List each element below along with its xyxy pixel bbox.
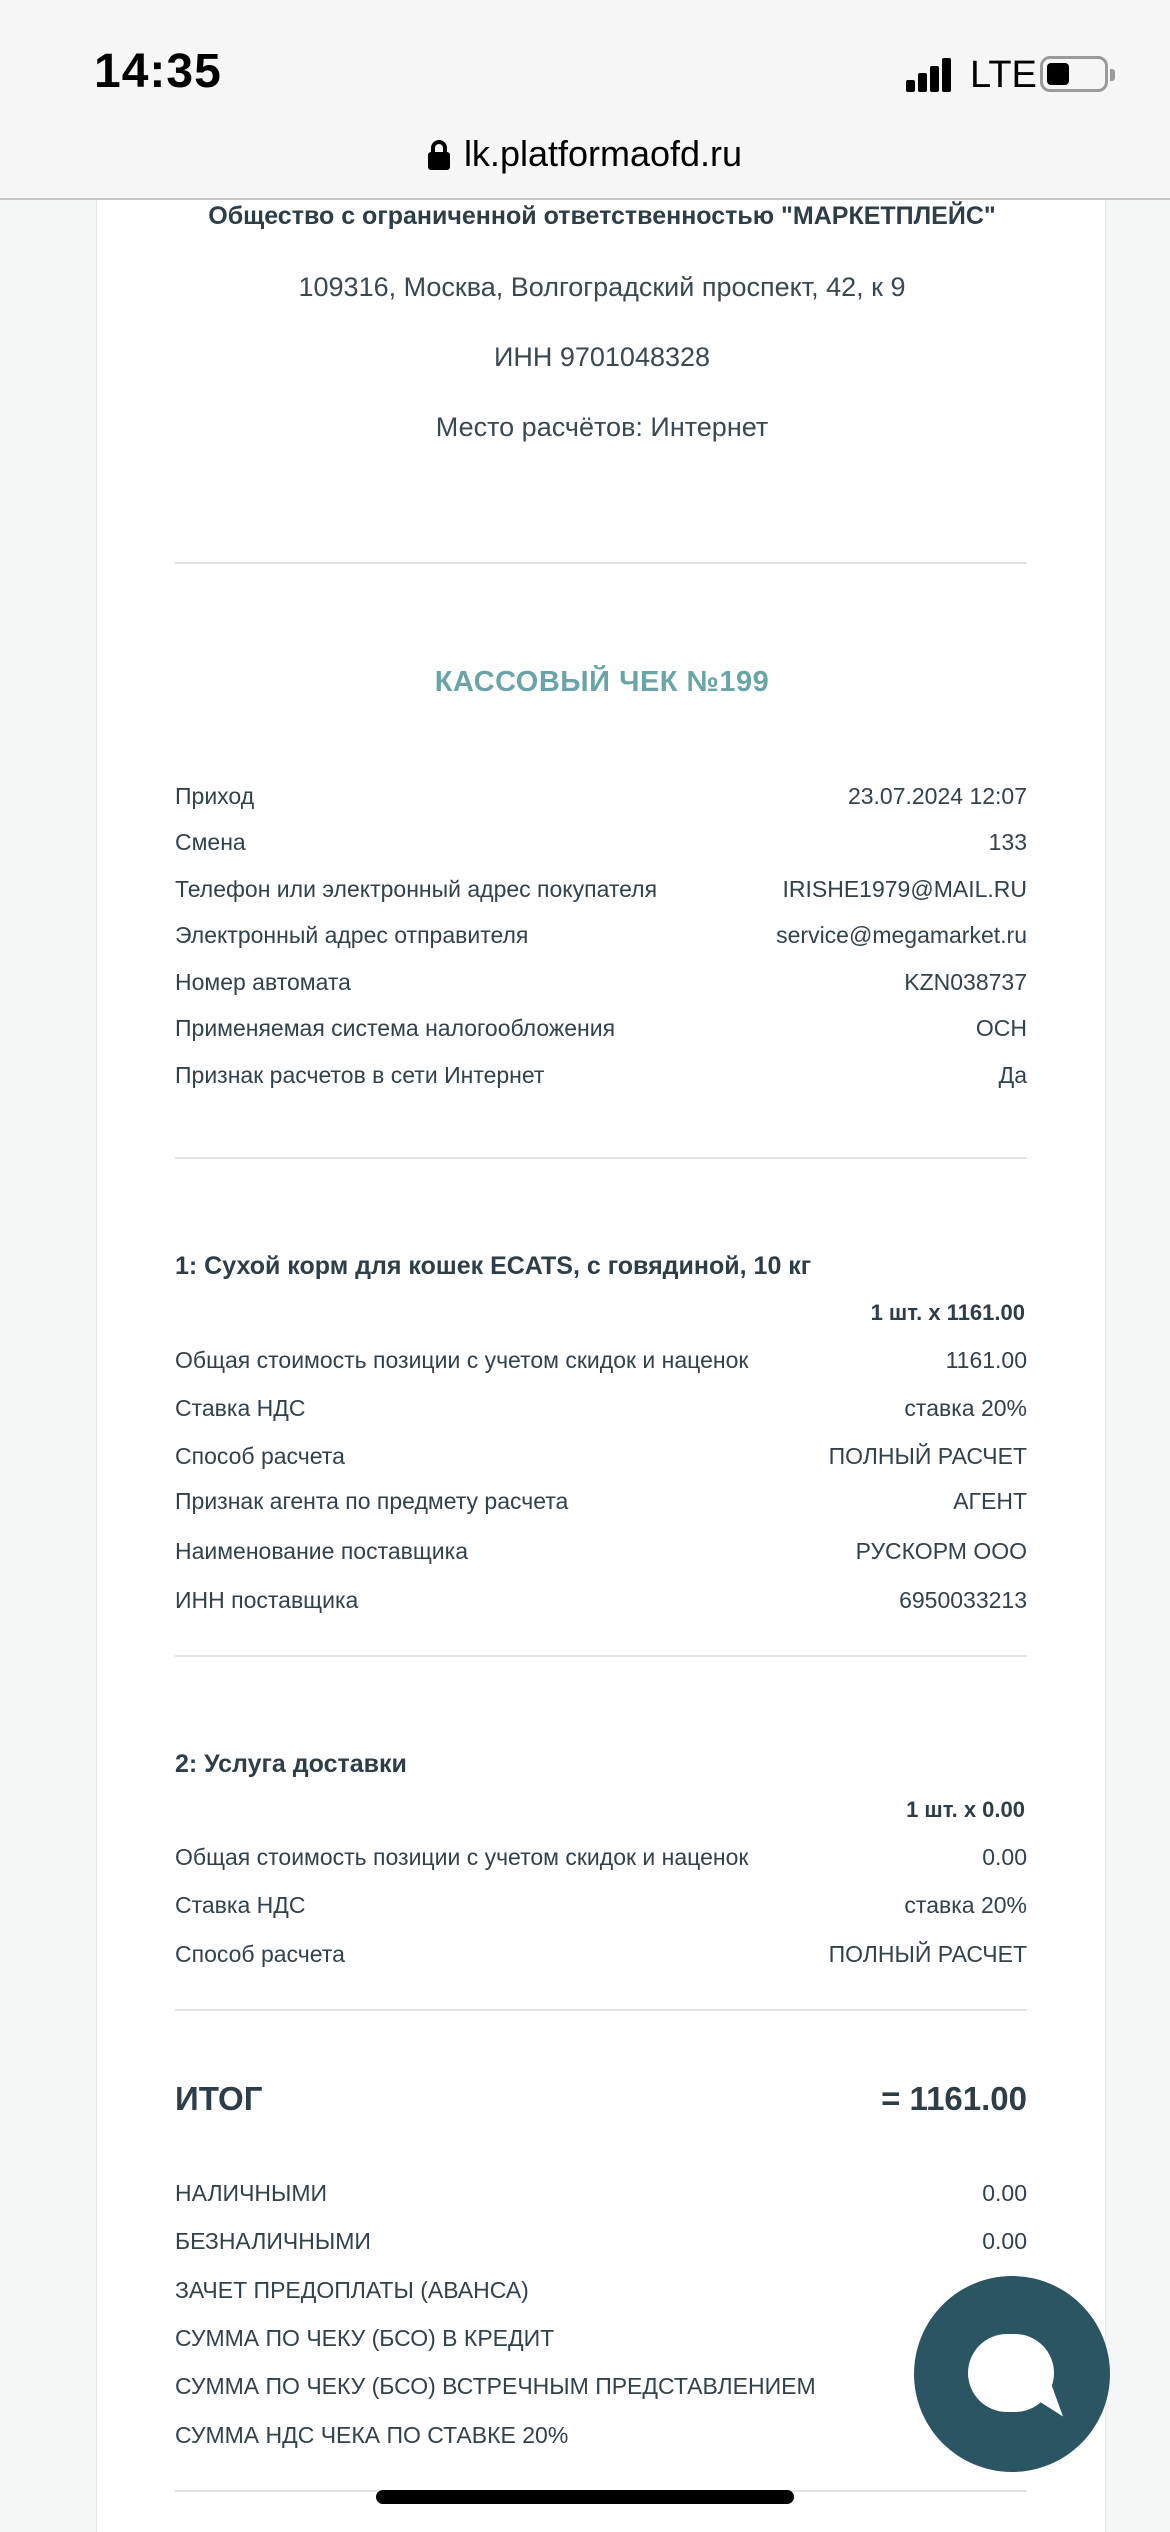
receipt-title: КАССОВЫЙ ЧЕК №199 <box>434 666 770 698</box>
item-value: ПОЛНЫЙ РАСЧЕТ <box>828 1442 1027 1469</box>
item-value: ПОЛНЫЙ РАСЧЕТ <box>828 1940 1027 1967</box>
payment-row <box>175 2368 1027 2404</box>
info-label: Применяемая система налогообложения <box>175 1014 616 1041</box>
info-label: Номер автомата <box>175 968 351 995</box>
status-time: 14:35 <box>94 45 222 98</box>
item-qty: 1 шт. x 1161.00 <box>870 1300 1025 1325</box>
info-row <box>175 871 1027 907</box>
item-label: Ставка НДС <box>175 1891 306 1918</box>
address-bar[interactable] <box>0 110 1170 200</box>
info-value: ОСН <box>975 1014 1027 1041</box>
divider <box>175 1157 1027 1159</box>
item-row <box>175 1936 1027 1972</box>
item-value: 1161.00 <box>945 1346 1027 1373</box>
item-label: Способ расчета <box>175 1940 345 1967</box>
item-title: 2: Услуга доставки <box>175 1750 407 1778</box>
item-value: АГЕНТ <box>953 1487 1027 1514</box>
info-value: 133 <box>988 828 1027 855</box>
item-label: Общая стоимость позиции с учетом скидок и наценок <box>175 1843 749 1870</box>
info-value[interactable]: service@megamarket.ru <box>776 921 1027 948</box>
item-title: 1: Сухой корм для кошек ECATS, с говядиной, 10 кг <box>175 1252 812 1280</box>
info-value: 23.07.2024 12:07 <box>847 782 1027 809</box>
payment-label: ЗАЧЕТ ПРЕДОПЛАТЫ (АВАНСА) <box>175 2276 529 2303</box>
item-value: 0.00 <box>982 1843 1027 1870</box>
home-indicator[interactable] <box>376 2490 794 2504</box>
payment-row <box>175 2320 1027 2356</box>
item-label: Ставка НДС <box>175 1394 306 1421</box>
item-label: Способ расчета <box>175 1442 345 1469</box>
signal-icon <box>906 58 952 92</box>
divider <box>175 2009 1027 2011</box>
info-value: KZN038737 <box>904 968 1027 995</box>
item-row <box>175 1839 1027 1875</box>
item-value: РУСКОРМ ООО <box>855 1537 1027 1564</box>
item-value: 6950033213 <box>899 1586 1027 1613</box>
seller-inn: ИНН 9701048328 <box>493 342 711 372</box>
battery-icon <box>1040 56 1108 92</box>
item-label: Признак агента по предмету расчета <box>175 1487 569 1514</box>
item-row <box>175 1390 1027 1426</box>
item-row <box>175 1887 1027 1923</box>
info-label: Электронный адрес отправителя <box>175 921 529 948</box>
payment-label: СУММА ПО ЧЕКУ (БСО) В КРЕДИТ <box>175 2324 555 2351</box>
info-label: Смена <box>175 828 246 855</box>
item-row <box>175 1438 1027 1474</box>
receipt <box>96 200 1106 2532</box>
network-label: LTE <box>970 54 1037 96</box>
total-label: ИТОГ <box>175 2080 263 2117</box>
payment-label: БЕЗНАЛИЧНЫМИ <box>175 2227 371 2254</box>
divider <box>175 562 1027 564</box>
payment-row <box>175 2223 1027 2259</box>
item-row <box>175 1582 1027 1618</box>
info-row <box>175 824 1027 860</box>
total-value: = 1161.00 <box>881 2080 1027 2117</box>
item-label: ИНН поставщика <box>175 1586 359 1613</box>
payment-label: СУММА ПО ЧЕКУ (БСО) ВСТРЕЧНЫМ ПРЕДСТАВЛЕНИЕМ <box>175 2372 816 2399</box>
info-row <box>175 1010 1027 1046</box>
divider <box>175 1655 1027 1657</box>
lock-icon <box>428 140 450 170</box>
chat-button[interactable] <box>914 2276 1110 2472</box>
item-qty: 1 шт. x 0.00 <box>906 1797 1025 1822</box>
info-row <box>175 1057 1027 1093</box>
item-label: Наименование поставщика <box>175 1537 468 1564</box>
payment-value: 0.00 <box>982 2179 1027 2206</box>
payment-row <box>175 2175 1027 2211</box>
url-text[interactable]: lk.platformaofd.ru <box>463 133 743 174</box>
info-value: Да <box>998 1061 1027 1088</box>
total-row <box>175 2080 1027 2118</box>
payment-row <box>175 2417 1027 2453</box>
info-label: Признак расчетов в сети Интернет <box>175 1061 545 1088</box>
item-value: ставка 20% <box>904 1891 1027 1918</box>
info-label: Приход <box>175 782 255 809</box>
info-label: Телефон или электронный адрес покупателя <box>175 875 658 902</box>
item-row <box>175 1342 1027 1378</box>
payment-label: НАЛИЧНЫМИ <box>175 2179 328 2206</box>
item-row <box>175 1483 1027 1519</box>
info-row <box>175 917 1027 953</box>
seller-address: 109316, Москва, Волгоградский проспект, 42, к 9 <box>298 272 906 302</box>
info-row <box>175 964 1027 1000</box>
item-row <box>175 1533 1027 1569</box>
payment-value: 0.00 <box>982 2227 1027 2254</box>
payment-row <box>175 2272 1027 2308</box>
item-label: Общая стоимость позиции с учетом скидок и наценок <box>175 1346 749 1373</box>
settlement-place: Место расчётов: Интернет <box>435 412 769 442</box>
seller-name: Общество с ограниченной ответственностью "МАРКЕТПЛЕЙС" <box>208 202 996 230</box>
info-value[interactable]: IRISHE1979@MAIL.RU <box>782 875 1027 902</box>
payment-label: СУММА НДС ЧЕКА ПО СТАВКЕ 20% <box>175 2421 569 2448</box>
info-row <box>175 778 1027 814</box>
item-value: ставка 20% <box>904 1394 1027 1421</box>
